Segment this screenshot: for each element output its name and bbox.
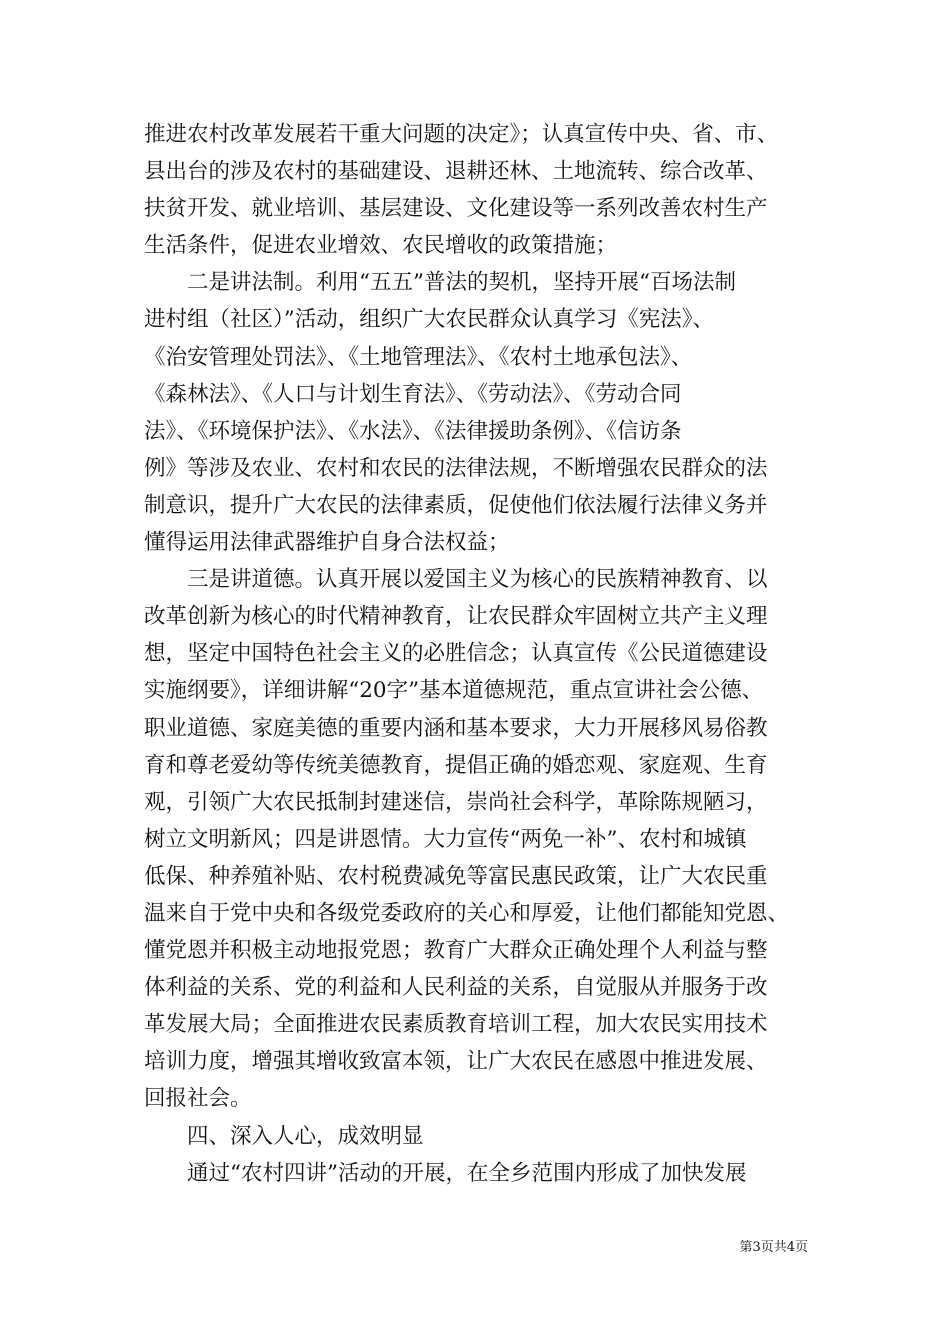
text-line: 例》等涉及农业、农村和农民的法律法规，不断增强农民群众的法 — [144, 455, 768, 481]
page-number: 第3页共4页 — [739, 1240, 808, 1255]
text-line: 实施纲要》，详细讲解“20字”基本道德规范，重点宣讲社会公德、 — [144, 678, 764, 704]
text-line: 懂得运用法律武器维护自身合法权益； — [144, 530, 510, 556]
text-line: 培训力度，增强其增收致富本领，让广大农民在感恩中推进发展、 — [144, 1049, 768, 1075]
text-line: 回报社会。 — [144, 1086, 252, 1112]
text-line: 低保、种养殖补贴、农村税费减免等富民惠民政策，让广大农民重 — [144, 863, 768, 889]
text-line: 树立文明新风；四是讲恩情。大力宣传“两免一补”、农村和城镇 — [144, 826, 747, 852]
text-line: 制意识，提升广大农民的法律素质，促使他们依法履行法律义务并 — [144, 492, 768, 518]
text-line: 想，坚定中国特色社会主义的必胜信念；认真宣传《公民道德建设 — [144, 641, 768, 667]
text-line: 育和尊老爱幼等传统美德教育，提倡正确的婚恋观、家庭观、生育 — [144, 752, 768, 778]
text-line: 观，引领广大农民抵制封建迷信，崇尚社会科学，革除陈规陋习， — [144, 789, 768, 815]
text-line: 二是讲法制。利用“五五”普法的契机，坚持开展“百场法制 — [144, 270, 736, 296]
text-line: 体利益的关系、党的利益和人民利益的关系，自觉服从并服务于改 — [144, 975, 768, 1001]
text-line: 法》、《环境保护法》、《水法》、《法律援助条例》、《信访条 — [144, 418, 682, 444]
text-line: 进村组（社区）”活动，组织广大农民群众认真学习《宪法》、 — [144, 307, 714, 333]
text-line: 职业道德、家庭美德的重要内涵和基本要求，大力开展移风易俗教 — [144, 715, 768, 741]
text-line: 生活条件，促进农业增效、农民增收的政策措施； — [144, 233, 618, 259]
text-line: 《治安管理处罚法》、《土地管理法》、《农村土地承包法》、 — [144, 344, 693, 370]
text-line: 四、深入人心，成效明显 — [144, 1123, 424, 1149]
text-line: 县出台的涉及农村的基础建设、退耕还林、土地流转、综合改革、 — [144, 159, 768, 185]
text-line: 三是讲道德。认真开展以爱国主义为核心的民族精神教育、以 — [144, 567, 768, 593]
text-line: 通过“农村四讲”活动的开展，在全乡范围内形成了加快发展 — [144, 1160, 747, 1186]
page-footer — [0, 1238, 950, 1258]
document-body — [144, 116, 812, 1192]
text-line: 温来自于党中央和各级党委政府的关心和厚爱，让他们都能知党恩、 — [144, 900, 790, 926]
text-line: 革发展大局；全面推进农民素质教育培训工程，加大农民实用技术 — [144, 1012, 768, 1038]
text-line: 改革创新为核心的时代精神教育，让农民群众牢固树立共产主义理 — [144, 604, 768, 630]
text-line: 推进农村改革发展若干重大问题的决定》；认真宣传中央、省、市、 — [144, 122, 779, 147]
text-line: 懂党恩并积极主动地报党恩；教育广大群众正确处理个人利益与整 — [144, 938, 768, 964]
text-line: 《森林法》、《人口与计划生育法》、《劳动法》、《劳动合同 — [144, 381, 682, 407]
text-line: 扶贫开发、就业培训、基层建设、文化建设等一系列改善农村生产 — [144, 196, 768, 222]
